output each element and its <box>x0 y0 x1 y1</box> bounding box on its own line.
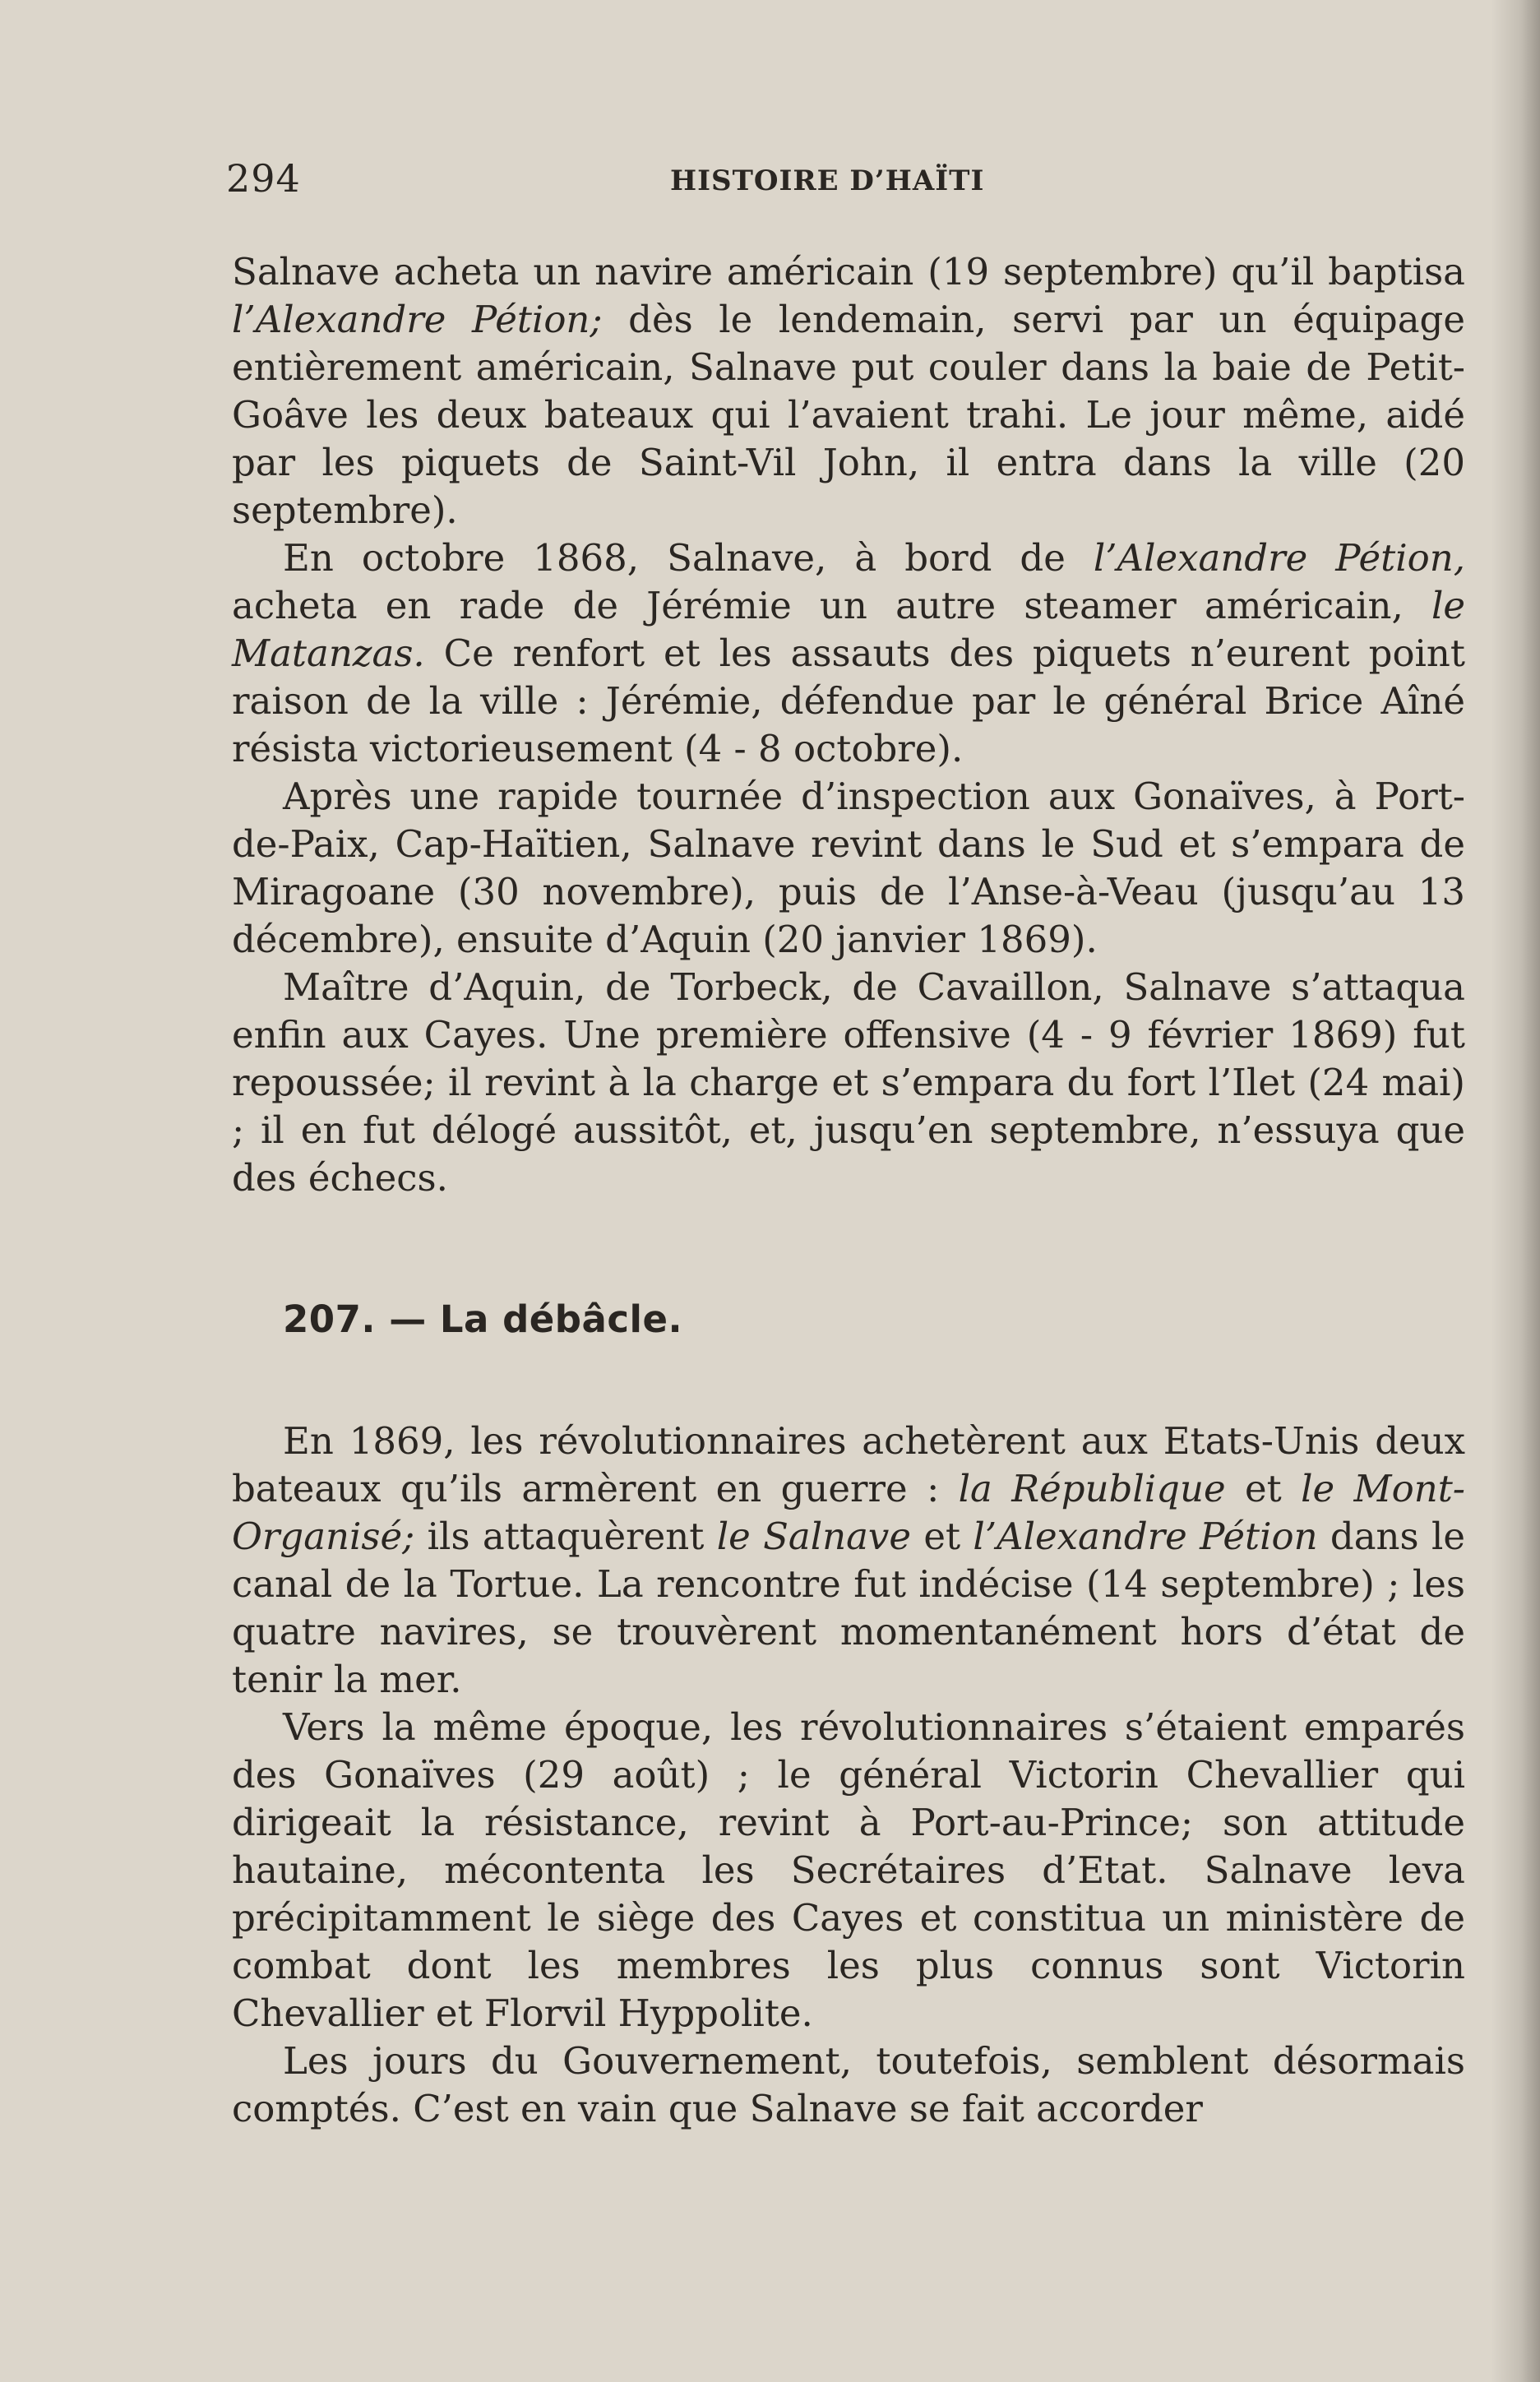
paragraph <box>232 248 1465 534</box>
paragraph: Vers la même époque, les révolutionnaires s’étaient emparés des Gonaïves (29 août) ; le général Victorin Chevallier qui dirigeait la résistance, revint à Port-au-Prince; son attitude hautaine, mécontenta les Secrétaires d’Etat. Salnave leva précipitamment le siège des Cayes et constitua un ministère de combat dont les membres les plus connus sont Victorin Chevallier et Florvil Hyppolite. <box>232 1705 1465 2035</box>
paragraph <box>232 534 1465 773</box>
text-run: Ce renfort et les assauts des piquets n’eurent point raison de la ville : Jérémie, défendue par le général Brice Aîné résista victorieusement (4 - 8 octobre). <box>232 631 1465 770</box>
ship-name: l’Alexandre Pétion <box>973 1515 1318 1558</box>
ship-name: le Salnave <box>716 1515 911 1558</box>
ship-name: l’Alexandre Pétion, <box>1093 536 1466 580</box>
page-number: 294 <box>226 156 301 201</box>
text-run: Salnave acheta un navire américain (19 septembre) qu’il baptisa <box>232 250 1465 294</box>
paragraph <box>232 1418 1465 1704</box>
text-run: En 1869, les révolutionnaires achetèrent aux Etats-Unis deux bateaux qu’ils armèrent en guerre : <box>232 1419 1465 1510</box>
running-title: HISTOIRE D’HAÏTI <box>670 164 985 197</box>
text-run: En octobre 1868, Salnave, à bord de <box>283 536 1094 580</box>
paragraph: Après une rapide tournée d’inspection aux Gonaïves, à Port-de-Paix, Cap-Haïtien, Salnave revint dans le Sud et s’empara de Miragoane (30 novembre), puis de l’Anse-à-Veau (jusqu’au 13 décembre), ensuite d’Aquin (20 janvier 1869). <box>232 775 1465 961</box>
text-run: acheta en rade de Jérémie un autre steamer américain, <box>232 584 1431 627</box>
page-header <box>226 156 1468 206</box>
ship-name: la République <box>958 1467 1226 1510</box>
page-edge-shadow <box>1491 0 1540 2382</box>
body-text <box>232 248 1465 2133</box>
text-run: dès le lendemain, servi par un équipage entièrement américain, Salnave put couler dans la baie de Petit-Goâve les deux bateaux qui l’avaient trahi. Le jour même, aidé par les piquets de Saint-Vil John, il entra dans la ville (20 septembre). <box>232 298 1465 532</box>
paragraph: Les jours du Gouvernement, toutefois, semblent désormais comptés. C’est en vain que Salnave se fait accorder <box>232 2039 1465 2130</box>
text-run: et <box>911 1515 973 1558</box>
paragraph: Maître d’Aquin, de Torbeck, de Cavaillon, Salnave s’attaqua enfin aux Cayes. Une première offensive (4 - 9 février 1869) fut repoussée; il revint à la charge et s’empara du fort l’Ilet (24 mai) ; il en fut délogé aussitôt, et, jusqu’en septembre, n’essuya que des échecs. <box>232 965 1465 1200</box>
text-run: et <box>1225 1467 1302 1510</box>
ship-name: le Matanzas. <box>232 584 1465 675</box>
text-run: dans le canal de la Tortue. La rencontre fut indécise (14 septembre) ; les quatre navires, se trouvèrent momentanément hors d’état de tenir la mer. <box>232 1515 1466 1701</box>
ship-name: le Mont-Organisé; <box>232 1467 1465 1558</box>
text-run: ils attaquèrent <box>414 1515 717 1558</box>
section-heading: 207. — La débâcle. <box>283 1297 683 1341</box>
ship-name: l’Alexandre Pétion; <box>232 298 603 341</box>
